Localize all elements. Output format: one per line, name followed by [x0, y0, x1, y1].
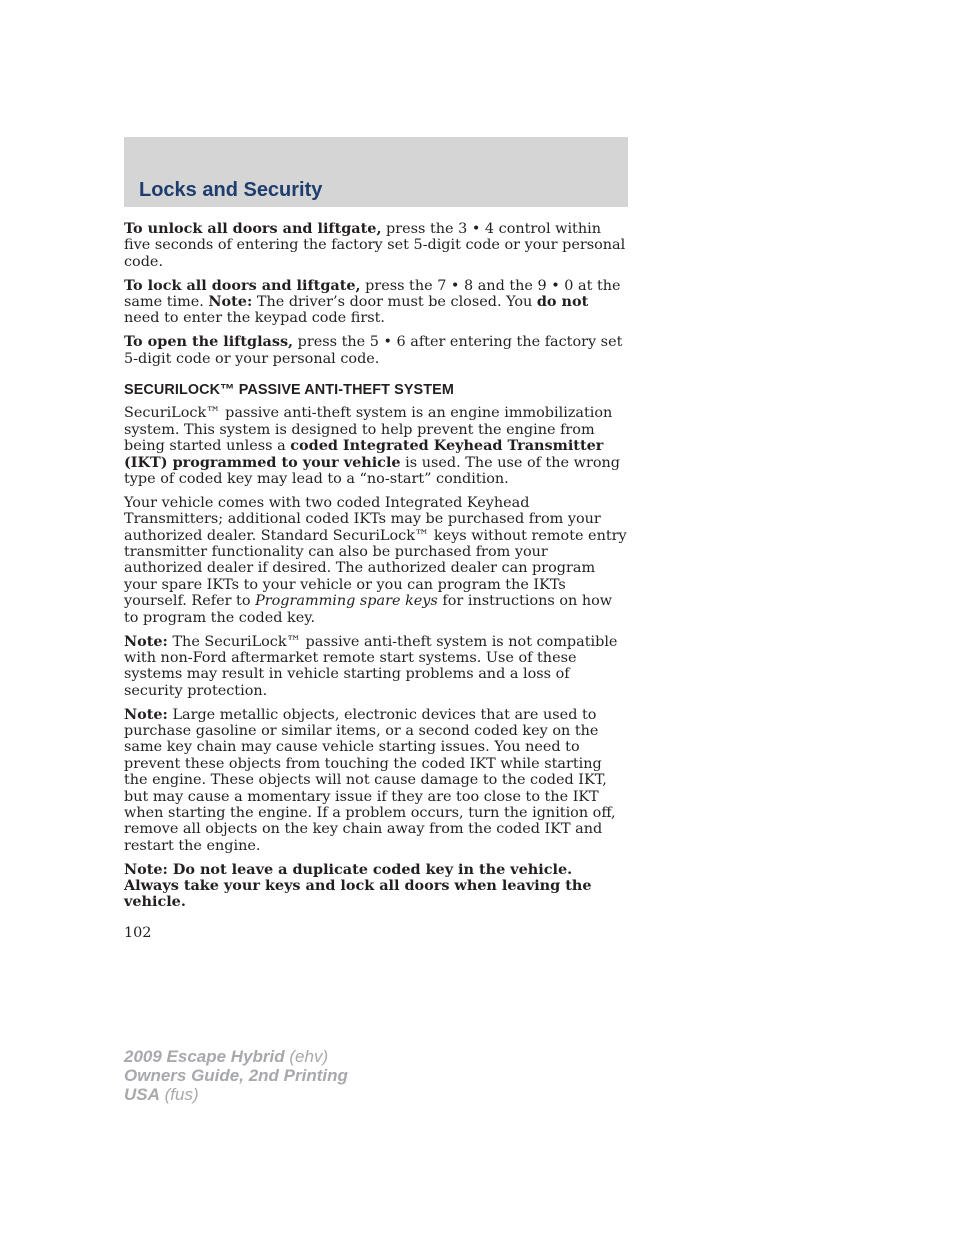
lock-text-2: The driver’s door must be closed. You	[252, 294, 537, 311]
section-title: Locks and Security	[139, 179, 323, 201]
ikt-text-1: Your vehicle comes with two coded Integrated Keyhead Transmitters; additional coded IKTs may be purchased from your authorized dealer. Standard SecuriLock™ keys without remote entry transmitter functionality can also be purchased from your authorized dealer if desired. The authorized dealer can program your spare IKTs to your vehicle or you can program the IKTs yourself. Refer to	[124, 494, 627, 610]
document-footer	[124, 1047, 348, 1104]
intro-bold: coded Integrated Keyhead Transmitter (IKT) programmed to your vehicle	[124, 437, 604, 471]
footer-line-2: Owners Guide, 2nd Printing	[124, 1066, 348, 1085]
lock-lead: To lock all doors and liftgate,	[124, 276, 361, 294]
lock-note-label: Note:	[208, 293, 253, 311]
metallic-objects-note-text: Large metallic objects, electronic devices that are used to purchase gasoline or similar items, or a second coded key on the same key chain may cause vehicle starting issues. You need to prevent these objects from touching the coded IKT while starting the engine. These objects will not cause damage to the coded IKT, but may cause a momentary issue if they are too close to the IKT when starting the engine. If a problem occurs, turn the ignition off, remove all objects on the key chain away from the coded IKT and restart the engine.	[124, 706, 616, 854]
liftglass-paragraph	[124, 334, 628, 367]
footer-model: 2009 Escape Hybrid	[124, 1047, 285, 1066]
ikt-text-2: for instructions on how to program the coded key.	[124, 593, 613, 626]
footer-market: USA	[124, 1085, 160, 1104]
liftglass-lead: To open the liftglass,	[124, 333, 294, 351]
note-label: Note:	[124, 632, 168, 650]
intro-text-2: is used. The use of the wrong type of coded key may lead to a “no-start” condition.	[124, 454, 620, 488]
unlock-paragraph	[124, 221, 628, 270]
footer-market-code: (fus)	[159, 1085, 199, 1104]
lock-paragraph	[124, 278, 628, 327]
footer-line-3	[124, 1085, 348, 1104]
securilock-heading: SECURILOCK™ PASSIVE ANTI-THEFT SYSTEM	[124, 382, 454, 399]
remote-start-note	[124, 634, 628, 700]
unlock-text: press the 3 • 4 control within five seconds of entering the factory set 5-digit code or your personal code.	[124, 221, 626, 270]
liftglass-text: press the 5 • 6 after entering the factory set 5-digit code or your personal code.	[124, 334, 623, 367]
section-header-band	[124, 137, 628, 207]
securilock-intro-paragraph	[124, 405, 628, 487]
unlock-lead: To unlock all doors and liftgate,	[124, 220, 382, 237]
ikt-paragraph	[124, 495, 628, 626]
footer-line-1	[124, 1047, 348, 1066]
metallic-objects-note	[124, 707, 628, 855]
note-label: Note:	[124, 705, 168, 723]
duplicate-key-warning	[124, 862, 628, 911]
intro-text-1: SecuriLock™ passive anti-theft system is an engine immobilization system. This system is designed to help prevent the engine from being started unless a	[124, 405, 613, 455]
lock-text-1: press the 7 • 8 and the 9 • 0 at the same time.	[124, 277, 621, 311]
lock-text-3: need to enter the keypad code first.	[124, 310, 385, 327]
page-content	[124, 221, 628, 918]
remote-start-note-text: The SecuriLock™ passive anti-theft system is not compatible with non-Ford aftermarket remote start systems. Use of these systems may result in vehicle starting problems and a loss of security protection.	[124, 633, 618, 699]
programming-spare-keys-reference: Programming spare keys	[255, 593, 438, 610]
page-number: 102	[124, 925, 152, 941]
footer-model-code: (ehv)	[284, 1047, 329, 1066]
duplicate-key-warning-text: Note: Do not leave a duplicate coded key in the vehicle. Always take your keys and lock all doors when leaving the vehicle.	[124, 860, 592, 911]
lock-do-not: do not	[536, 293, 589, 311]
